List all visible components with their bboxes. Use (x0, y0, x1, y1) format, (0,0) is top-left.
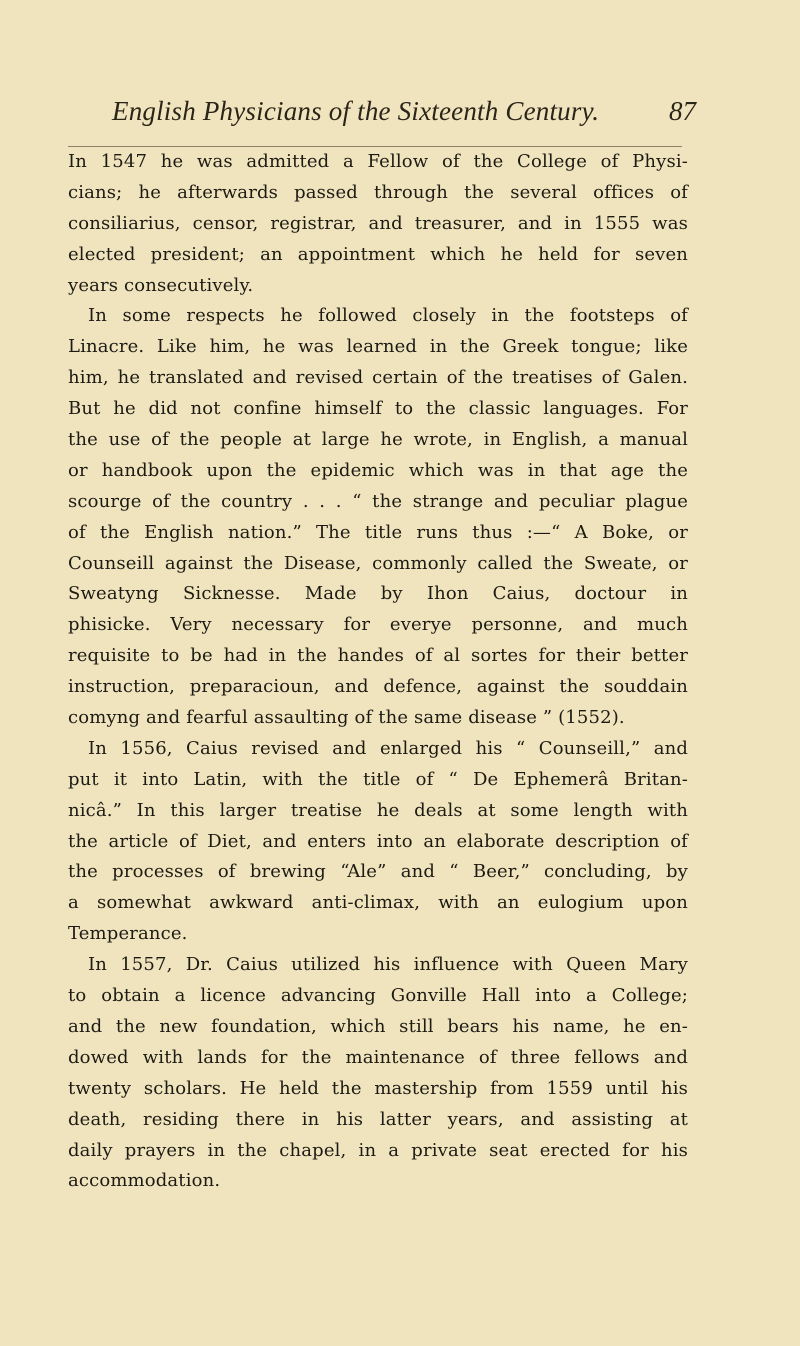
text-line: Temperance. (68, 923, 188, 945)
body-text (68, 147, 688, 1197)
running-title: English Physicians of the Sixteenth Century. (112, 96, 600, 126)
text-line: put it into Latin, with the title of “ De Ephemerâ Britan- (68, 768, 688, 790)
page-number: 87 (669, 96, 696, 126)
text-line: a somewhat awkward anti-climax, with an eulogium upon (68, 892, 688, 914)
text-line: death, residing there in his latter years, and assisting at (68, 1108, 688, 1130)
text-line: Linacre. Like him, he was learned in the Greek tongue; like (68, 336, 688, 358)
text-line: phisicke. Very necessary for everye personne, and much (68, 614, 688, 636)
text-line: But he did not confine himself to the classic languages. For (68, 398, 688, 420)
text-line: requisite to be had in the handes of al sortes for their better (68, 645, 688, 667)
text-line: to obtain a licence advancing Gonville Hall into a College; (68, 985, 688, 1007)
text-line: years consecutively. (68, 274, 254, 296)
text-line: the use of the people at large he wrote, in English, a manual (68, 429, 688, 451)
text-line: of the English nation.” The title runs thus :—“ A Boke, or (68, 521, 688, 543)
text-line: scourge of the country . . . “ the strange and peculiar plague (68, 490, 688, 512)
text-line: the article of Diet, and enters into an elaborate description of (68, 830, 688, 852)
text-line: Sweatyng Sicknesse. Made by Ihon Caius, doctour in (68, 583, 688, 605)
text-line: instruction, preparacioun, and defence, against the souddain (68, 676, 688, 698)
text-line: In some respects he followed closely in the footsteps of (88, 305, 688, 327)
text-line: and the new foundation, which still bears his name, he en- (68, 1015, 688, 1037)
text-line: accommodation. (68, 1170, 221, 1192)
text-line: elected president; an appointment which he held for seven (68, 243, 688, 265)
text-line: Counseill against the Disease, commonly called the Sweate, or (68, 552, 688, 574)
text-line: consiliarius, censor, registrar, and treasurer, and in 1555 was (68, 212, 688, 234)
text-line: the processes of brewing “Ale” and “ Beer,” concluding, by (68, 861, 688, 883)
running-head (112, 96, 712, 136)
text-line: In 1556, Caius revised and enlarged his “ Counseill,” and (88, 737, 688, 759)
text-line: dowed with lands for the maintenance of three fellows and (68, 1046, 688, 1068)
text-line: daily prayers in the chapel, in a private seat erected for his (68, 1139, 688, 1161)
text-line: comyng and fearful assaulting of the same disease ” (1552). (68, 707, 625, 729)
text-line: or handbook upon the epidemic which was in that age the (68, 459, 688, 481)
text-line: nicâ.” In this larger treatise he deals at some length with (68, 799, 688, 821)
text-line: In 1547 he was admitted a Fellow of the College of Physi- (68, 151, 688, 172)
text-line: In 1557, Dr. Caius utilized his influence with Queen Mary (88, 954, 688, 976)
text-line: cians; he afterwards passed through the several offices of (68, 181, 688, 203)
text-line: twenty scholars. He held the mastership from 1559 until his (68, 1077, 688, 1099)
text-line: him, he translated and revised certain of the treatises of Galen. (68, 367, 688, 389)
